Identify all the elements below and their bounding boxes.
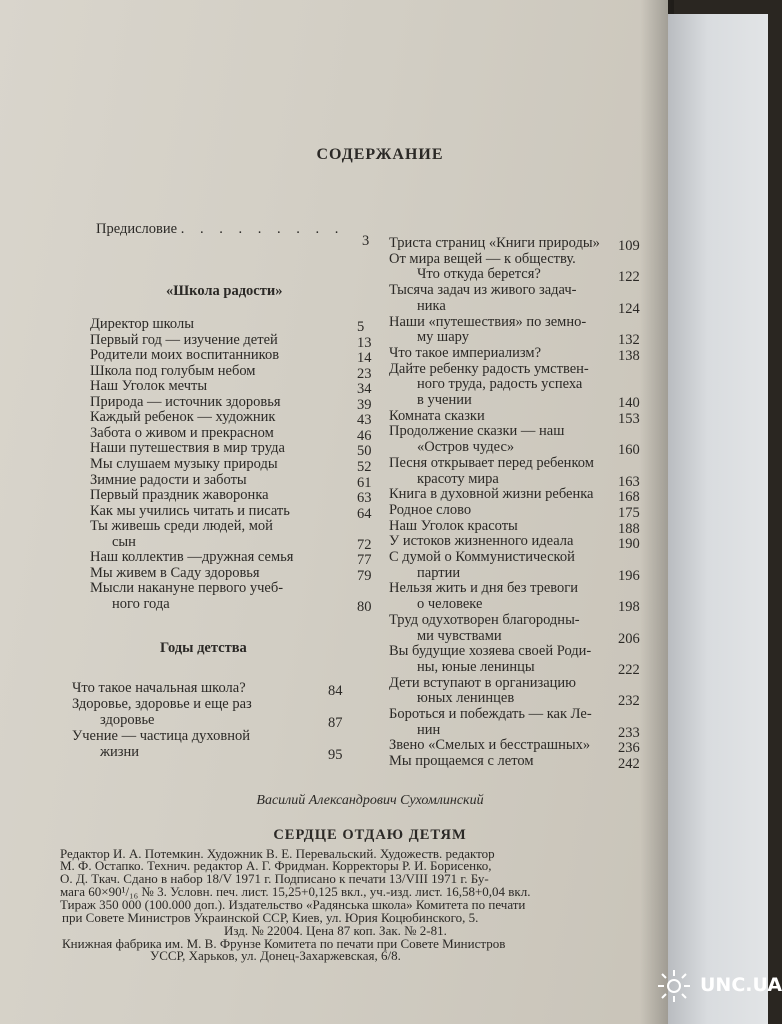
toc-page-number: 198 [618, 599, 640, 616]
toc-entry-title: Школа под голубым небом [90, 362, 256, 379]
imprint-line: Книжная фабрика им. М. В. Фрунзе Комитета по печати при Совете Министров [62, 936, 506, 951]
toc-entry-title: Что такое империализм? [389, 344, 542, 361]
toc-page-number: 196 [618, 567, 640, 584]
toc-entry-title: Каждый ребенок — художник [90, 409, 276, 426]
toc-entry-title: Здоровье, здоровье и еще раз [72, 695, 252, 712]
toc-page-number: 232 [618, 693, 640, 710]
toc-entry-title: Наш Уголок красоты [389, 517, 518, 534]
toc-page-number: 3 [362, 233, 370, 249]
toc-page-number: 50 [357, 443, 372, 460]
toc-page-number: 233 [618, 724, 640, 741]
toc-entry-preface [96, 222, 344, 236]
toc-page-number: 84 [328, 683, 343, 699]
toc-entry-title: Наш коллектив —дружная семья [90, 549, 294, 566]
toc-page-number: 77 [357, 552, 372, 569]
toc-entry-title: Нельзя жить и дня без тревоги [389, 580, 579, 597]
toc-page-number: 242 [618, 756, 640, 773]
toc-entry-title: Звено «Смелых и бесстрашных» [389, 737, 591, 754]
toc-page-number: 138 [618, 347, 640, 364]
toc-page-number: 39 [357, 396, 372, 413]
toc-page-number: 63 [357, 490, 372, 507]
toc-page-number: 168 [618, 489, 640, 506]
toc-page-number: 122 [618, 269, 640, 286]
toc-page-number: 72 [357, 536, 372, 553]
leader-dots: . . . . . . . . . [180, 221, 345, 237]
toc-page-number: 46 [357, 427, 372, 444]
toc-page-number: 13 [357, 334, 372, 351]
toc-entry-title: Триста страниц «Книги природы» [389, 235, 600, 251]
section-heading-school-of-joy: «Школа радости» [166, 283, 283, 299]
toc-page-number: 236 [618, 740, 640, 757]
toc-entry-title: Дети вступают в организацию [389, 674, 577, 691]
toc-entry-title: Учение — частица духовной [72, 727, 250, 744]
toc-entry-title: сын [112, 533, 136, 550]
toc-page-number: 124 [618, 300, 640, 317]
author-name: Василий Александрович Сухомлинский [256, 793, 484, 808]
toc-entry-title: здоровье [100, 711, 155, 728]
toc-page-number: 14 [357, 350, 372, 367]
toc-page-number: 64 [357, 505, 372, 522]
toc-entry-title: Наши «путешествия» по земно- [389, 313, 587, 330]
toc-entry-title: Дайте ребенку радость умствен- [389, 360, 589, 377]
toc-entry-title: Бороться и побеждать — как Ле- [389, 706, 592, 722]
imprint-line: при Совете Министров Украинской ССР, Киев, ул. Юрия Коцюбинского, 5. [62, 910, 479, 925]
toc-entry-title: Продолжение сказки — наш [389, 423, 565, 440]
toc-page-number: 95 [328, 746, 343, 763]
toc-entry-title: Тысяча задач из живого задач- [389, 282, 577, 299]
section-heading-childhood-years: Годы детства [160, 640, 247, 656]
toc-page-number: 153 [618, 410, 640, 427]
toc-entry-title: му шару [417, 329, 469, 346]
imprint-line: Тираж 350 000 (100.000 доп.). Издательство «Радянська школа» Комитета по печати [60, 897, 526, 912]
toc-entry-title: ного труда, радость успеха [417, 376, 583, 393]
toc-page-number: 109 [618, 238, 640, 254]
toc-entry-title: Мы слушаем музыку природы [90, 455, 278, 472]
toc-entry-title: в учении [417, 392, 472, 408]
toc-entry-title: Природа — источник здоровья [90, 393, 281, 410]
toc-page-number: 163 [618, 473, 640, 490]
toc-entry-title: жизни [100, 743, 140, 760]
toc-entry-title: юных ленинцев [417, 690, 515, 707]
imprint-line: Редактор И. А. Потемкин. Художник В. Е. Перевальский. Художеств. редактор [60, 846, 495, 861]
toc-page-number: 61 [357, 474, 372, 491]
toc-page-number: 175 [618, 504, 640, 521]
toc-page-number: 34 [357, 381, 372, 398]
toc-entry-title: Вы будущие хозяева своей Роди- [389, 643, 592, 660]
imprint-line: мага 60×90¹/₁₆ № 3. Условн. печ. лист. 15,25+0,125 вкл., уч.-изд. лист. 16,58+0,04 вкл. [60, 884, 531, 899]
toc-entry-title: ны, юные ленинцы [417, 658, 535, 675]
toc-entry-title: Забота о живом и прекрасном [90, 424, 274, 441]
toc-page-number: 206 [618, 630, 640, 647]
toc-page-number: 87 [328, 714, 343, 731]
imprint-line: М. Ф. Остапко. Технич. редактор А. Г. Фридман. Корректоры Р. И. Борисенко, [60, 858, 492, 873]
imprint-line: Изд. № 22004. Цена 87 коп. Зак. № 2-81. [224, 923, 447, 938]
watermark-text: UNC.UA [700, 974, 782, 996]
toc-entry-title: «Остров чудес» [417, 439, 515, 456]
toc-page-number: 52 [357, 458, 372, 475]
toc-page-number: 190 [618, 536, 640, 553]
toc-entry-title: С думой о Коммунистической [389, 549, 575, 565]
toc-entry-title: Директор школы [90, 316, 194, 332]
toc-entry-title: Наши путешествия в мир труда [90, 440, 285, 457]
toc-entry-title: Что откуда берется? [417, 266, 541, 283]
imprint-line: УССР, Харьков, ул. Донец-Захаржевская, 6/8. [150, 948, 401, 963]
toc-entry-title: Первый праздник жаворонка [90, 487, 269, 504]
toc-entry-title: ми чувствами [417, 627, 502, 644]
toc-page-number: 43 [357, 412, 372, 429]
toc-entry-title: Как мы учились читать и писать [90, 502, 290, 519]
toc-entry-title: ного года [112, 595, 170, 612]
next-page-edge [668, 14, 768, 1024]
toc-entry-title: Мы живем в Саду здоровья [90, 564, 260, 581]
toc-page-number: 132 [618, 332, 640, 349]
toc-entry-title: Комната сказки [389, 407, 485, 424]
toc-page-number: 23 [357, 365, 372, 382]
toc-entry-title: партии [417, 564, 461, 581]
toc-entry-title: Книга в духовной жизни ребенка [389, 486, 594, 503]
toc-entry-title: Мысли накануне первого учеб- [90, 580, 284, 597]
toc-entry-title: Зимние радости и заботы [90, 471, 247, 488]
book-title: СЕРДЦЕ ОТДАЮ ДЕТЯМ [273, 827, 467, 843]
toc-page-number: 140 [618, 395, 640, 411]
toc-page-number: 80 [357, 598, 372, 615]
toc-entry-title: Наш Уголок мечты [90, 378, 208, 395]
toc-entry-title: Мы прощаемся с летом [389, 753, 534, 770]
toc-page-number: 222 [618, 661, 640, 678]
toc-entry-title: От мира вещей — к обществу. [389, 250, 576, 267]
toc-entry-title: Родители моих воспитанников [90, 347, 280, 364]
toc-entry-title: Песня открывает перед ребенком [389, 454, 594, 471]
toc-entry-title: красоту мира [417, 470, 499, 487]
toc-entry-title: о человеке [417, 596, 483, 613]
toc-page-number: 188 [618, 520, 640, 537]
toc-entry-title: У истоков жизненного идеала [389, 533, 574, 550]
toc-page-number: 160 [618, 442, 640, 459]
toc-entry-title: Ты живешь среди людей, мой [90, 518, 273, 535]
toc-page-number: 5 [357, 319, 365, 335]
toc-entry-title: нин [417, 721, 441, 738]
toc-entry-title: Что такое начальная школа? [72, 680, 246, 696]
toc-entry-title: ника [417, 297, 446, 314]
contents-heading: СОДЕРЖАНИЕ [316, 146, 444, 163]
imprint-line: О. Д. Ткач. Сдано в набор 18/V 1971 г. Подписано к печати 13/VIII 1971 г. Бу- [60, 871, 489, 886]
toc-entry-title: Первый год — изучение детей [90, 331, 278, 348]
sun-logo-icon [656, 968, 692, 1004]
toc-page-number: 79 [357, 567, 372, 584]
toc-entry-title: Труд одухотворен благородны- [389, 611, 580, 628]
toc-entry-title: Предисловие [96, 221, 178, 237]
toc-entry-title: Родное слово [389, 501, 472, 518]
